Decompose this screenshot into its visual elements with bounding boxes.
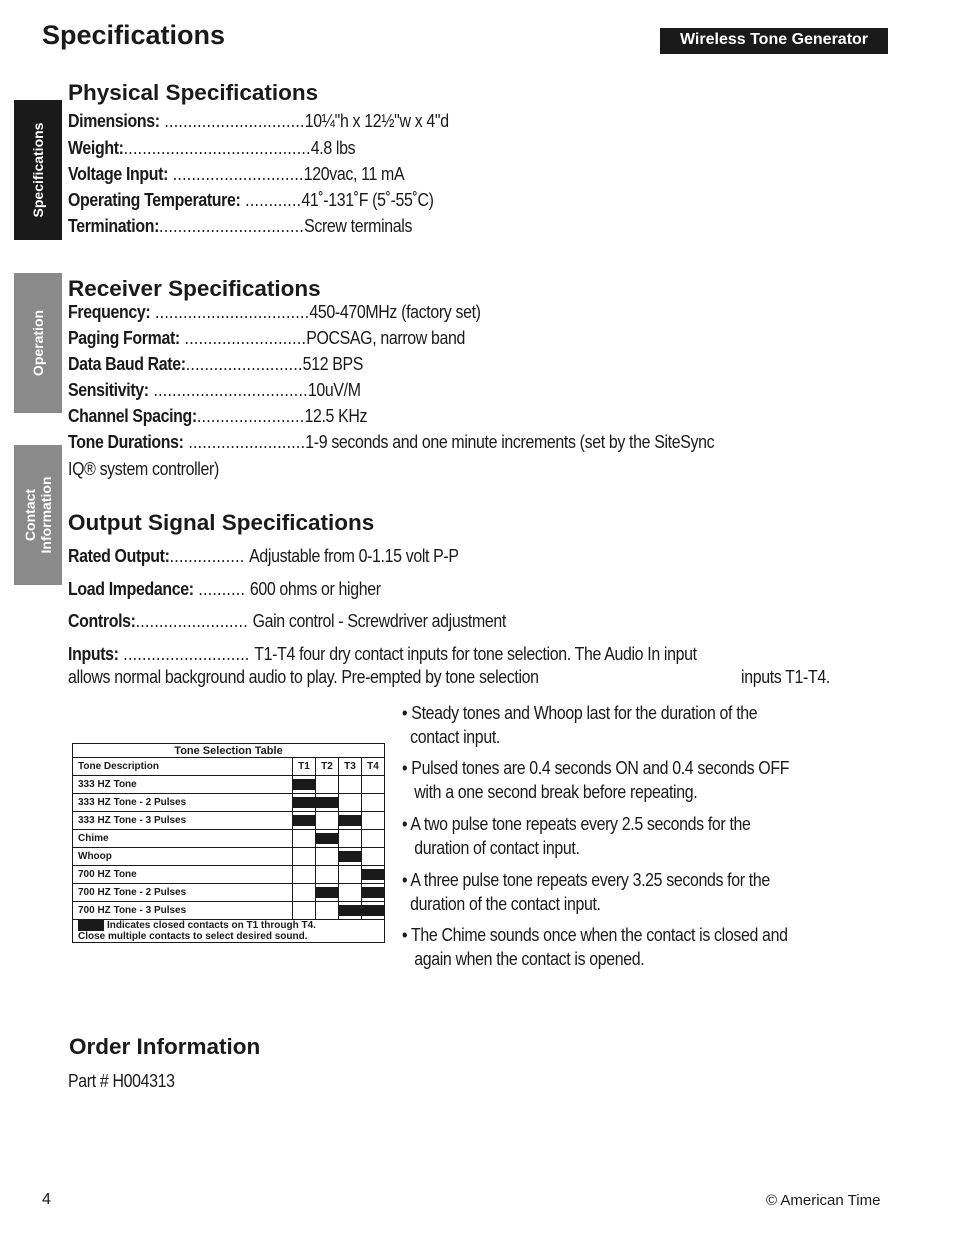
product-badge: Wireless Tone Generator xyxy=(660,28,888,54)
closed-contact-mark xyxy=(316,887,338,898)
spec-value: T1-T4 four dry contact inputs for tone selection. The Audio In input xyxy=(254,643,697,664)
tone-description-cell: 700 HZ Tone - 3 Pulses xyxy=(73,902,293,920)
contact-cell-t1 xyxy=(293,902,316,920)
tone-description-cell: 333 HZ Tone - 2 Pulses xyxy=(73,794,293,812)
leader-dots: ............................ xyxy=(168,163,304,184)
open-contact-mark xyxy=(339,869,361,880)
spec-row-voltage-input xyxy=(68,163,404,185)
spec-label: Controls: xyxy=(68,610,136,631)
leader-dots: ................................. xyxy=(148,379,308,400)
contact-cell-t3 xyxy=(339,884,362,902)
contact-cell-t2 xyxy=(316,830,339,848)
closed-contact-mark xyxy=(362,887,384,898)
spec-label: Load Impedance: xyxy=(68,578,194,599)
physical-specs-heading: Physical Specifications xyxy=(68,80,319,105)
spec-row-sensitivity xyxy=(68,379,361,401)
spec-label: Channel Spacing: xyxy=(68,405,197,426)
closed-contact-mark xyxy=(316,833,338,844)
closed-contact-mark xyxy=(316,797,338,808)
spec-row-dimensions xyxy=(68,110,449,132)
side-tab-label: Operation xyxy=(30,309,46,377)
spec-row-tone-durations-continued: IQ® system controller) xyxy=(68,458,219,479)
note-line: • Pulsed tones are 0.4 seconds ON and 0.4 seconds OFF xyxy=(402,757,790,778)
spec-row-load-impedance xyxy=(68,578,381,600)
column-header: T3 xyxy=(339,758,362,776)
spec-label: Paging Format: xyxy=(68,327,180,348)
open-contact-mark xyxy=(293,905,315,916)
leader-dots: ............ xyxy=(240,189,302,210)
leader-dots: ................................. xyxy=(150,301,310,322)
side-tab-label xyxy=(22,477,54,554)
closed-contact-mark xyxy=(339,905,361,916)
spec-value: 450-470MHz (factory set) xyxy=(309,301,481,322)
contact-cell-t3 xyxy=(339,776,362,794)
leader-dots: ........................... xyxy=(118,643,255,664)
contact-cell-t4 xyxy=(362,902,385,920)
note-line: • A three pulse tone repeats every 3.25 seconds for the xyxy=(402,869,770,890)
contact-cell-t2 xyxy=(316,884,339,902)
tone-description-cell: Whoop xyxy=(73,848,293,866)
contact-cell-t2 xyxy=(316,848,339,866)
closed-contact-mark xyxy=(362,869,384,880)
spec-row-termination xyxy=(68,215,412,237)
spec-label: Weight: xyxy=(68,137,124,158)
copyright: © American Time xyxy=(766,1192,881,1209)
closed-contact-mark xyxy=(339,815,361,826)
spec-value: 600 ohms or higher xyxy=(249,578,381,599)
open-contact-mark xyxy=(339,779,361,790)
spec-row-data-baud-rate xyxy=(68,353,363,375)
spec-row-tone-durations xyxy=(68,431,714,453)
spec-row-rated-output xyxy=(68,545,459,567)
spec-row-operating-temperature xyxy=(68,189,434,211)
spec-value: 41˚-131˚F (5˚-55˚C) xyxy=(301,189,434,210)
spec-value: 10uV/M xyxy=(307,379,361,400)
spec-row-inputs xyxy=(68,643,697,665)
contact-cell-t3 xyxy=(339,794,362,812)
column-header: T1 xyxy=(293,758,316,776)
leader-dots: ............................... xyxy=(159,215,305,236)
closed-contact-mark xyxy=(293,779,315,790)
table-row xyxy=(73,866,385,884)
part-number: Part # H004313 xyxy=(68,1070,175,1091)
spec-row-paging-format xyxy=(68,327,465,349)
leader-dots: ........................................ xyxy=(123,137,311,158)
table-row xyxy=(73,830,385,848)
legend-text-1: Indicates closed contacts on T1 through T4. xyxy=(107,920,316,931)
contact-cell-t2 xyxy=(316,866,339,884)
spec-row-inputs-continued: allows normal background audio to play. Pre-empted by tone selection xyxy=(68,666,539,687)
spec-value: 10¼"h x 12½"w x 4"d xyxy=(304,110,449,131)
leader-dots: .......................... xyxy=(179,327,307,348)
spec-value: 12.5 KHz xyxy=(304,405,368,426)
contact-cell-t1 xyxy=(293,848,316,866)
side-tab-label-line1: Contact xyxy=(22,488,38,542)
side-tab-specifications[interactable] xyxy=(14,100,62,240)
spec-label: Dimensions: xyxy=(68,110,160,131)
note-item xyxy=(402,812,751,860)
contact-cell-t1 xyxy=(293,776,316,794)
contact-cell-t4 xyxy=(362,776,385,794)
side-tab-operation[interactable] xyxy=(14,273,62,413)
note-line: with a one second break before repeating. xyxy=(402,781,698,802)
contact-cell-t3 xyxy=(339,848,362,866)
contact-cell-t1 xyxy=(293,884,316,902)
note-line: • The Chime sounds once when the contact is closed and xyxy=(402,924,788,945)
open-contact-mark xyxy=(316,905,338,916)
table-row xyxy=(73,848,385,866)
note-line: again when the contact is opened. xyxy=(402,948,645,969)
note-item xyxy=(402,756,789,804)
spec-row-frequency xyxy=(68,301,481,323)
contact-cell-t3 xyxy=(339,866,362,884)
open-contact-mark xyxy=(339,797,361,808)
side-tab-label-line2: Information xyxy=(38,476,54,554)
spec-value: Adjustable from 0-1.15 volt P-P xyxy=(249,545,459,566)
leader-dots: ................ xyxy=(169,545,250,566)
spec-label: Operating Temperature: xyxy=(68,189,241,210)
contact-cell-t2 xyxy=(316,812,339,830)
spec-value: Gain control - Screwdriver adjustment xyxy=(252,610,507,631)
table-row xyxy=(73,812,385,830)
open-contact-mark xyxy=(293,851,315,862)
table-caption: Tone Selection Table xyxy=(73,744,385,758)
contact-cell-t3 xyxy=(339,812,362,830)
note-line: duration of the contact input. xyxy=(402,893,601,914)
page-number: 4 xyxy=(42,1191,51,1208)
column-header: T2 xyxy=(316,758,339,776)
tone-description-cell: 333 HZ Tone xyxy=(73,776,293,794)
open-contact-mark xyxy=(293,869,315,880)
spec-label: Voltage Input: xyxy=(68,163,169,184)
contact-cell-t1 xyxy=(293,830,316,848)
receiver-specs-heading: Receiver Specifications xyxy=(68,276,321,301)
contact-cell-t2 xyxy=(316,902,339,920)
tone-description-cell: 700 HZ Tone xyxy=(73,866,293,884)
open-contact-mark xyxy=(316,869,338,880)
spec-row-weight xyxy=(68,137,355,159)
open-contact-mark xyxy=(362,797,384,808)
open-contact-mark xyxy=(316,851,338,862)
open-contact-mark xyxy=(293,887,315,898)
closed-contact-mark xyxy=(339,851,361,862)
note-line: contact input. xyxy=(402,726,500,747)
contact-cell-t2 xyxy=(316,776,339,794)
note-item xyxy=(402,701,757,749)
spec-label: Termination: xyxy=(68,215,160,236)
spec-value: Screw terminals xyxy=(304,215,413,236)
contact-cell-t4 xyxy=(362,830,385,848)
spec-row-inputs-continued-tail: inputs T1-T4. xyxy=(741,666,830,687)
table-legend xyxy=(73,920,385,943)
tone-description-cell: Chime xyxy=(73,830,293,848)
tone-selection-table xyxy=(72,743,385,943)
open-contact-mark xyxy=(293,833,315,844)
spec-label: Frequency: xyxy=(68,301,151,322)
column-header: T4 xyxy=(362,758,385,776)
leader-dots: ....................... xyxy=(196,405,305,426)
open-contact-mark xyxy=(362,833,384,844)
note-item xyxy=(402,868,770,916)
table-row xyxy=(73,794,385,812)
leader-dots: ......................... xyxy=(183,431,306,452)
open-contact-mark xyxy=(362,851,384,862)
note-line: • A two pulse tone repeats every 2.5 seconds for the xyxy=(402,813,751,834)
spec-label: Rated Output: xyxy=(68,545,170,566)
table-row xyxy=(73,902,385,920)
page-title: Specifications xyxy=(42,20,226,50)
open-contact-mark xyxy=(316,815,338,826)
closed-contact-mark xyxy=(362,905,384,916)
legend-text-2: Close multiple contacts to select desired sound. xyxy=(78,931,308,942)
table-row xyxy=(73,776,385,794)
table-header-row xyxy=(73,758,385,776)
spec-value: 120vac, 11 mA xyxy=(303,163,405,184)
spec-label: Tone Durations: xyxy=(68,431,184,452)
closed-contact-mark xyxy=(293,797,315,808)
tone-description-cell: 333 HZ Tone - 3 Pulses xyxy=(73,812,293,830)
contact-cell-t1 xyxy=(293,794,316,812)
spec-value: 512 BPS xyxy=(302,353,364,374)
contact-cell-t3 xyxy=(339,830,362,848)
tone-description-cell: 700 HZ Tone - 2 Pulses xyxy=(73,884,293,902)
note-item xyxy=(402,923,788,971)
column-header: Tone Description xyxy=(73,758,293,776)
spec-value: 1-9 seconds and one minute increments (set by the SiteSync xyxy=(305,431,715,452)
spec-row-controls xyxy=(68,610,506,632)
leader-dots: ........................ xyxy=(135,610,253,631)
contact-cell-t4 xyxy=(362,794,385,812)
table-row xyxy=(73,884,385,902)
side-tab-contact-information[interactable] xyxy=(14,445,62,585)
contact-cell-t4 xyxy=(362,866,385,884)
open-contact-mark xyxy=(339,887,361,898)
open-contact-mark xyxy=(316,779,338,790)
open-contact-mark xyxy=(362,815,384,826)
order-info-heading: Order Information xyxy=(69,1034,261,1059)
output-specs-heading: Output Signal Specifications xyxy=(68,510,375,535)
leader-dots: .......... xyxy=(193,578,250,599)
contact-cell-t1 xyxy=(293,866,316,884)
open-contact-mark xyxy=(362,779,384,790)
contact-cell-t3 xyxy=(339,902,362,920)
spec-label: Data Baud Rate: xyxy=(68,353,186,374)
spec-label: Inputs: xyxy=(68,643,119,664)
spec-label: Sensitivity: xyxy=(68,379,149,400)
contact-cell-t4 xyxy=(362,812,385,830)
side-tab-label: Specifications xyxy=(30,122,46,218)
closed-contact-swatch xyxy=(78,920,104,931)
spec-value: 4.8 lbs xyxy=(310,137,356,158)
leader-dots: ......................... xyxy=(185,353,303,374)
contact-cell-t4 xyxy=(362,848,385,866)
contact-cell-t2 xyxy=(316,794,339,812)
contact-cell-t4 xyxy=(362,884,385,902)
note-line: duration of contact input. xyxy=(402,837,580,858)
spec-value: POCSAG, narrow band xyxy=(306,327,466,348)
closed-contact-mark xyxy=(293,815,315,826)
open-contact-mark xyxy=(339,833,361,844)
leader-dots: .............................. xyxy=(159,110,305,131)
spec-row-channel-spacing xyxy=(68,405,367,427)
note-line: • Steady tones and Whoop last for the duration of the xyxy=(402,702,758,723)
contact-cell-t1 xyxy=(293,812,316,830)
